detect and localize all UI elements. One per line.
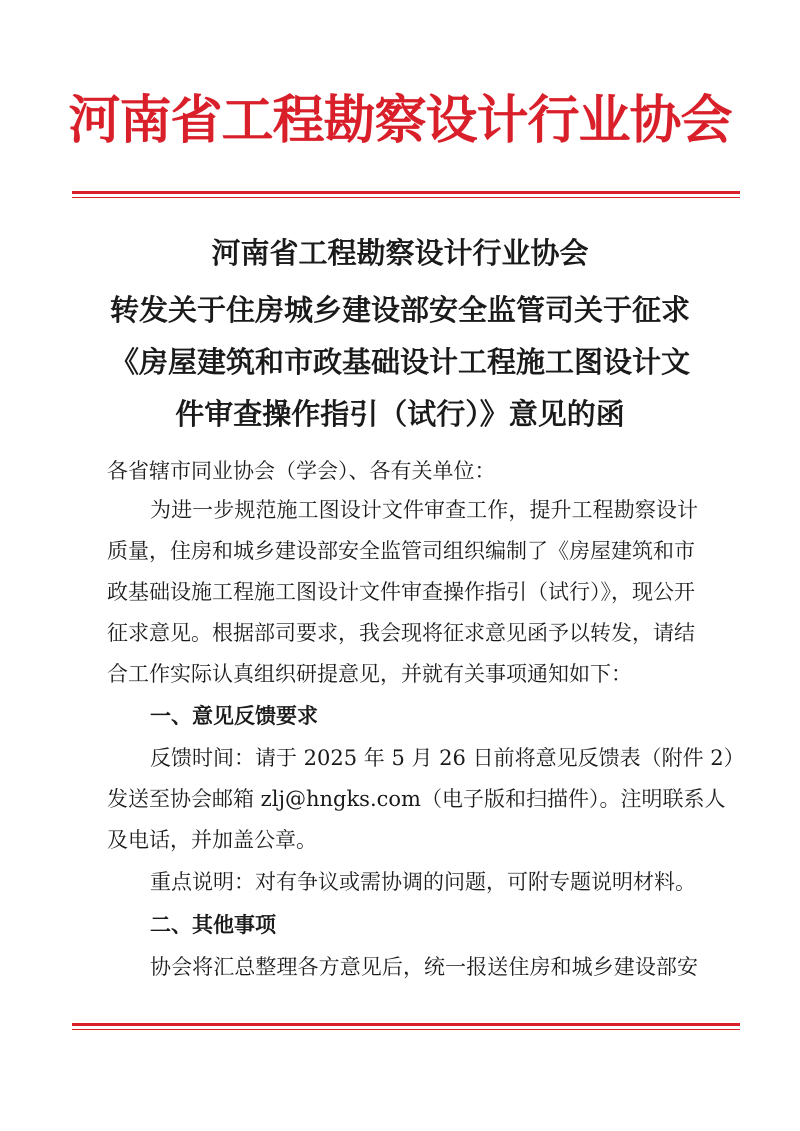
paragraph1-line: 合工作实际认真组织研提意见，并就有关事项通知如下： xyxy=(107,662,632,686)
feedback-line: 反馈时间：请于 2025 年 5 月 26 日前将意见反馈表（附件 2） xyxy=(150,746,745,770)
feedback-line: 及电话，并加盖公章。 xyxy=(107,828,317,852)
footer-red-rule xyxy=(72,1023,740,1031)
other-matters-line: 协会将汇总整理各方意见后，统一报送住房和城乡建设部安 xyxy=(150,955,698,979)
footer-rule-thin xyxy=(72,1029,740,1030)
document-title-line-3: 《房屋建筑和市政基础设计工程施工图设计文 xyxy=(109,345,690,379)
section-heading-other: 二、其他事项 xyxy=(150,912,276,937)
document-title-line-1: 河南省工程勘察设计行业协会 xyxy=(211,236,589,270)
letterhead-rule-thin xyxy=(72,197,740,198)
feedback-line: 发送至协会邮箱 zlj@hngks.com（电子版和扫描件）。注明联系人 xyxy=(107,787,726,811)
section-heading-feedback: 一、意见反馈要求 xyxy=(150,703,318,728)
paragraph1-line: 为进一步规范施工图设计文件审查工作，提升工程勘察设计 xyxy=(150,498,698,522)
letterhead-red-rule xyxy=(72,191,740,199)
document-title-line-4: 件审查操作指引（试行）》意见的函 xyxy=(175,397,625,431)
footer-rule-thick xyxy=(72,1023,740,1026)
paragraph1-line: 政基础设施工程施工图设计文件审查操作指引（试行）》，现公开 xyxy=(107,580,695,604)
salutation: 各省辖市同业协会（学会）、各有关单位： xyxy=(107,459,496,483)
key-note: 重点说明：对有争议或需协调的问题，可附专题说明材料。 xyxy=(150,870,696,894)
letterhead-rule-thick xyxy=(72,191,740,194)
letterhead-title: 河南省工程勘察设计行业协会 xyxy=(68,90,732,151)
document-title-line-2: 转发关于住房城乡建设部安全监管司关于征求 xyxy=(109,293,690,327)
paragraph1-line: 质量，住房和城乡建设部安全监管司组织编制了《房屋建筑和市 xyxy=(107,539,695,563)
paragraph1-line: 征求意见。根据部司要求，我会现将征求意见函予以转发，请结 xyxy=(107,621,695,645)
